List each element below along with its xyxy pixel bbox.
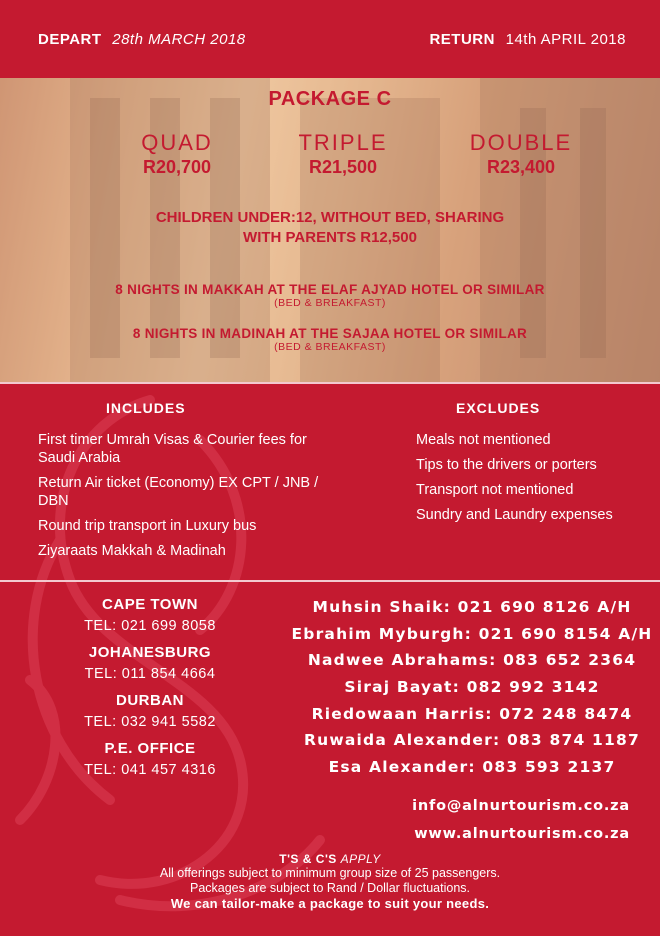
office-pe: [40, 740, 260, 778]
office-list: [40, 596, 260, 788]
depart-label: DEPART: [38, 30, 102, 48]
contact-item[interactable]: Ebrahim Myburgh: 021 690 8154 A/H: [291, 624, 653, 643]
room-price: R23,400: [486, 157, 556, 177]
list-item: First timer Umrah Visas & Courier fees for Saudi Arabia: [38, 432, 307, 466]
office-tel[interactable]: TEL: 021 699 8058: [84, 618, 216, 634]
children-pricing: [0, 208, 660, 248]
room-price: R21,500: [308, 157, 378, 177]
list-item: Ziyaraats Makkah & Madinah: [38, 543, 226, 559]
excludes-list: [416, 431, 656, 531]
children-line-1: CHILDREN UNDER:12, WITHOUT BED, SHARING: [155, 209, 505, 226]
office-johannesburg: [40, 644, 260, 682]
package-title: PACKAGE C: [268, 88, 392, 110]
includes-list: [38, 431, 338, 567]
excludes-heading: EXCLUDES: [456, 400, 541, 416]
contact-item[interactable]: Nadwee Abrahams: 083 652 2364: [307, 651, 637, 670]
contact-item[interactable]: Ruwaida Alexander: 083 874 1187: [303, 731, 640, 750]
list-item: Return Air ticket (Economy) EX CPT / JNB / DBN: [38, 475, 319, 509]
madinah-stay: [0, 326, 660, 353]
office-name: JOHANESBURG: [88, 644, 212, 661]
contact-item[interactable]: Siraj Bayat: 082 992 3142: [344, 678, 600, 697]
return-date: 14th APRIL 2018: [505, 30, 626, 48]
room-name: TRIPLE: [298, 130, 388, 155]
room-name: QUAD: [141, 130, 213, 155]
list-item: Transport not mentioned: [416, 482, 574, 498]
room-price: R20,700: [142, 157, 212, 177]
terms-line-3: We can tailor-make a package to suit your needs.: [170, 896, 490, 911]
return-label: RETURN: [429, 30, 495, 48]
office-name: DURBAN: [116, 692, 184, 709]
office-tel[interactable]: TEL: 032 941 5582: [84, 714, 216, 730]
divider-top: [0, 382, 660, 384]
email-link[interactable]: info@alnurtourism.co.za: [412, 798, 630, 814]
room-quad: [102, 130, 252, 178]
contact-list: [272, 598, 660, 785]
makkah-stay-text: 8 NIGHTS IN MAKKAH AT THE ELAF AJYAD HOTEL OR SIMILAR: [115, 282, 545, 297]
travel-dates-bar: [0, 0, 660, 78]
terms-heading: [0, 852, 660, 866]
makkah-stay-board: (BED & BREAKFAST): [274, 297, 386, 309]
terms-section: [0, 852, 660, 912]
list-item: Tips to the drivers or porters: [416, 457, 597, 473]
madinah-stay-text: 8 NIGHTS IN MADINAH AT THE SAJAA HOTEL OR SIMILAR: [132, 326, 528, 341]
contact-item[interactable]: Muhsin Shaik: 021 690 8126 A/H: [312, 598, 632, 616]
list-item: Meals not mentioned: [416, 432, 551, 448]
room-double: [446, 130, 596, 178]
terms-heading-suffix: APPLY: [340, 852, 381, 866]
office-cape-town: [40, 596, 260, 634]
office-name: P.E. OFFICE: [104, 740, 196, 757]
depart-info: [38, 31, 246, 48]
return-info: [429, 31, 626, 48]
list-item: Round trip transport in Luxury bus: [38, 518, 257, 534]
terms-line-2: Packages are subject to Rand / Dollar fluctuations.: [189, 881, 470, 895]
contact-item[interactable]: Riedowaan Harris: 072 248 8474: [311, 704, 633, 723]
list-item: Sundry and Laundry expenses: [416, 507, 613, 523]
madinah-stay-board: (BED & BREAKFAST): [274, 341, 386, 353]
makkah-stay: [0, 282, 660, 309]
children-line-2: WITH PARENTS R12,500: [243, 229, 417, 246]
terms-heading-text: T'S & C'S: [279, 852, 337, 866]
terms-line-1: All offerings subject to minimum group size of 25 passengers.: [159, 866, 501, 880]
divider-bottom: [0, 580, 660, 582]
website-link[interactable]: www.alnurtourism.co.za: [414, 826, 630, 842]
office-name: CAPE TOWN: [102, 596, 198, 613]
office-tel[interactable]: TEL: 011 854 4664: [84, 666, 216, 682]
contact-item[interactable]: Esa Alexander: 083 593 2137: [328, 758, 616, 777]
office-tel[interactable]: TEL: 041 457 4316: [84, 762, 216, 778]
depart-date: 28th MARCH 2018: [112, 30, 246, 48]
room-name: DOUBLE: [469, 130, 573, 155]
office-durban: [40, 692, 260, 730]
room-triple: [268, 130, 418, 178]
includes-heading: INCLUDES: [106, 400, 186, 416]
